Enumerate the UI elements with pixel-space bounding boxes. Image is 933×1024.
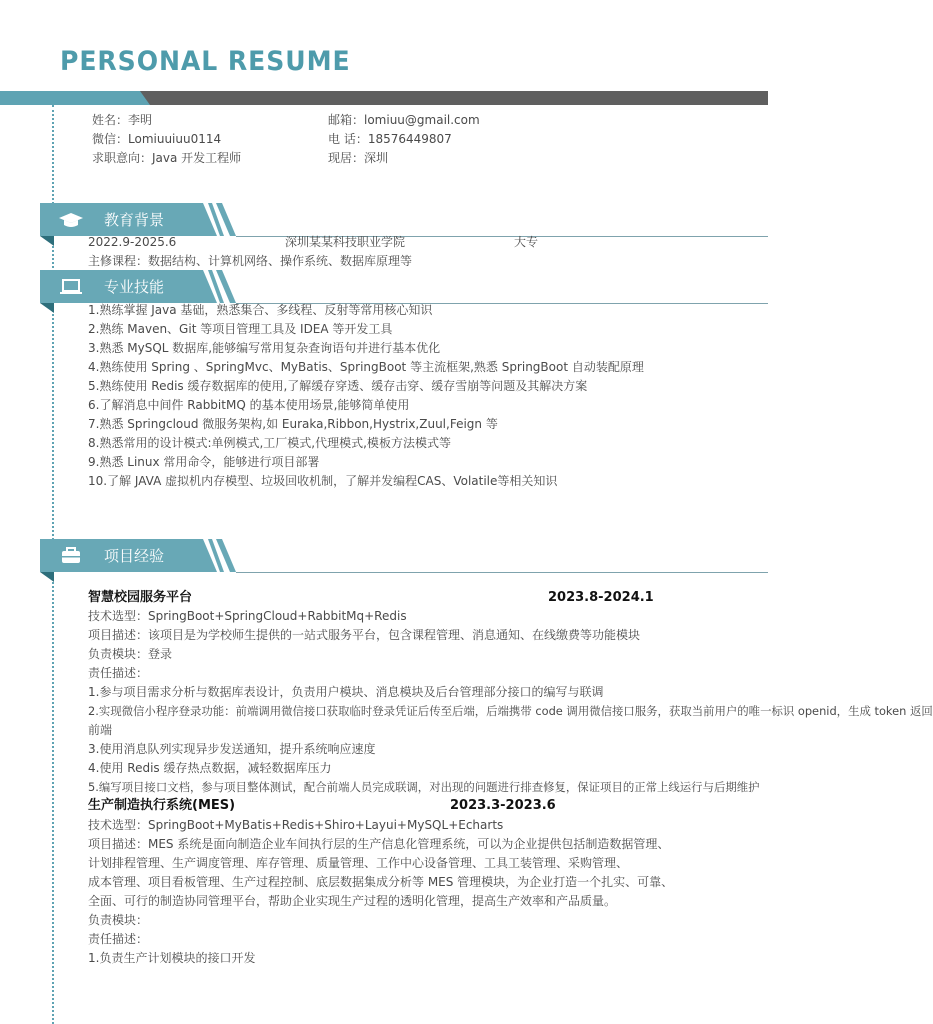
skill-item: 6.了解消息中间件 RabbitMQ 的基本使用场景,能够简单使用 — [88, 398, 410, 412]
project-line: 成本管理、项目看板管理、生产过程控制、底层数据集成分析等 MES 管理模块，为企业打造一个扎实、可靠、 — [88, 875, 674, 889]
info-phone: 电 话：18576449807 — [328, 132, 452, 146]
info-location: 现居：深圳 — [328, 151, 389, 165]
skill-item: 9.熟悉 Linux 常用命令，能够进行项目部署 — [88, 455, 320, 469]
edu-courses: 主修课程：数据结构、计算机网络、操作系统、数据库原理等 — [88, 254, 413, 268]
info-name: 姓名：李明 — [92, 113, 153, 127]
edu-school: 深圳某某科技职业学院 — [285, 235, 406, 249]
project-line: 1.参与项目需求分析与数据库表设计，负责用户模块、消息模块及后台管理部分接口的编写与联调 — [88, 685, 604, 699]
project-line: 责任描述： — [88, 932, 149, 946]
header-bar-accent — [0, 91, 150, 105]
skill-item: 10.了解 JAVA 虚拟机内存模型、垃圾回收机制，了解并发编程CAS、Volatile等相关知识 — [88, 474, 558, 488]
skill-item: 8.熟悉常用的设计模式:单例模式,工厂模式,代理模式,模板方法模式等 — [88, 436, 451, 450]
skill-item: 3.熟悉 MySQL 数据库,能够编写常用复杂查询语句并进行基本优化 — [88, 341, 441, 355]
info-email: 邮箱：lomiuu@gmail.com — [328, 113, 480, 127]
project-line: 项目描述：该项目是为学校师生提供的一站式服务平台，包含课程管理、消息通知、在线缴费等功能模块 — [88, 628, 641, 642]
project-name: 智慧校园服务平台 — [88, 590, 193, 605]
header-bar-dark — [140, 91, 768, 105]
edu-period: 2022.9-2025.6 — [88, 235, 177, 249]
skill-item: 5.熟练使用 Redis 缓存数据库的使用,了解缓存穿透、缓存击穿、缓存雪崩等问题及其解决方案 — [88, 379, 588, 393]
project-name: 生产制造执行系统(MES) — [88, 798, 236, 813]
section-skills-label: 专业技能 — [104, 278, 165, 296]
project-line: 前端 — [88, 723, 113, 737]
project-line: 3.使用消息队列实现异步发送通知，提升系统响应速度 — [88, 742, 376, 756]
graduation-cap-icon — [58, 210, 84, 230]
project-line: 全面、可行的制造协同管理平台，帮助企业实现生产过程的透明化管理，提高生产效率和产品质量。 — [88, 894, 617, 908]
project-line: 技术选型：SpringBoot+MyBatis+Redis+Shiro+Layui+MySQL+Echarts — [88, 818, 504, 832]
project-period: 2023.8-2024.1 — [548, 590, 654, 605]
section-education-label: 教育背景 — [104, 211, 165, 229]
resume-title: PERSONAL RESUME — [60, 46, 351, 77]
project-line: 4.使用 Redis 缓存热点数据，减轻数据库压力 — [88, 761, 332, 775]
info-wechat: 微信：Lomiuuiuu0114 — [92, 132, 222, 146]
info-intent: 求职意向：Java 开发工程师 — [92, 151, 242, 165]
project-line: 2.实现微信小程序登录功能：前端调用微信接口获取临时登录凭证后传至后端，后端携带 code 调用微信接口服务，获取当前用户的唯一标识 openid，生成 token 返回 — [88, 704, 933, 718]
laptop-icon — [58, 277, 84, 297]
project-period: 2023.3-2023.6 — [450, 798, 556, 813]
skill-item: 2.熟练 Maven、Git 等项目管理工具及 IDEA 等开发工具 — [88, 322, 393, 336]
skill-item: 4.熟练使用 Spring 、SpringMvc、MyBatis、SpringBoot 等主流框架,熟悉 SpringBoot 自动装配原理 — [88, 360, 644, 374]
project-line: 责任描述： — [88, 666, 149, 680]
section-projects-label: 项目经验 — [104, 547, 165, 565]
project-line: 负责模块：登录 — [88, 647, 173, 661]
skill-item: 7.熟悉 Springcloud 微服务架构,如 Euraka,Ribbon,Hystrix,Zuul,Feign 等 — [88, 417, 498, 431]
project-line: 计划排程管理、生产调度管理、库存管理、质量管理、工作中心设备管理、工具工装管理、采购管理、 — [88, 856, 629, 870]
project-line: 负责模块： — [88, 913, 149, 927]
briefcase-icon — [58, 546, 84, 566]
project-line: 5.编写项目接口文档，参与项目整体测试，配合前端人员完成联调，对出现的问题进行排查修复，保证项目的正常上线运行与后期维护 — [88, 780, 760, 794]
section-projects — [40, 539, 768, 579]
project-line: 1.负责生产计划模块的接口开发 — [88, 951, 256, 965]
edu-degree: 大专 — [514, 235, 539, 249]
project-line: 技术选型：SpringBoot+SpringCloud+RabbitMq+Redis — [88, 609, 407, 623]
skill-item: 1.熟练掌握 Java 基础，熟悉集合、多线程、反射等常用核心知识 — [88, 303, 433, 317]
project-line: 项目描述：MES 系统是面向制造企业车间执行层的生产信息化管理系统，可以为企业提供包括制造数据管理、 — [88, 837, 670, 851]
